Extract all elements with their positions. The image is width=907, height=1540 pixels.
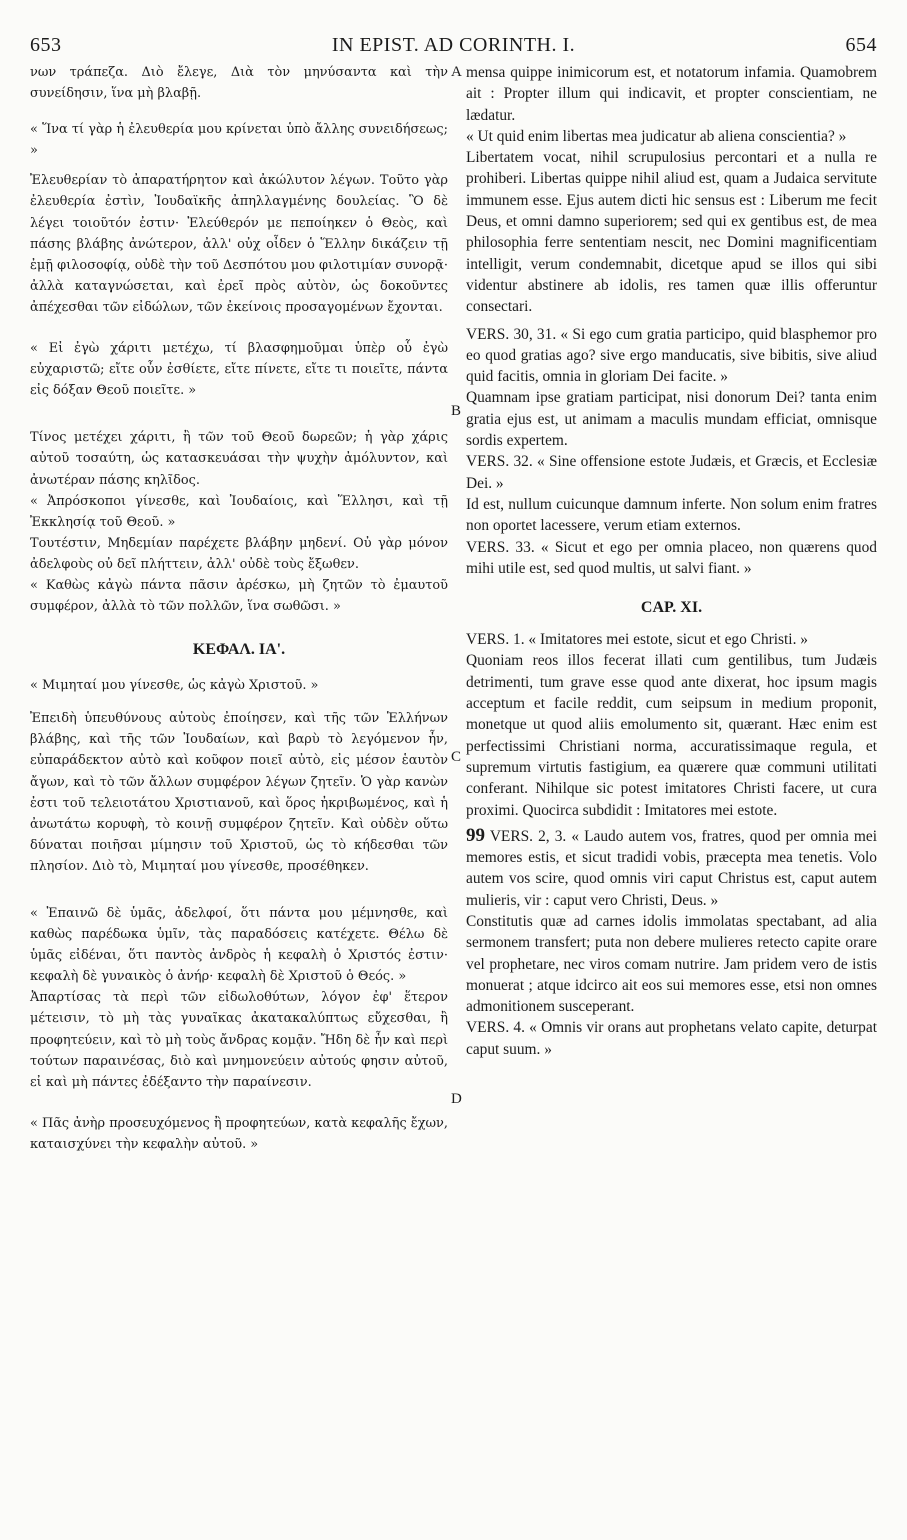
greek-quote: « Μιμηταί μου γίνεσθε, ὡς κἀγὼ Χριστοῦ. » bbox=[30, 678, 319, 694]
latin-verse: VERS. 32. « Sine offensione estote Judæis, et Græcis, et Ecclesiæ Dei. » bbox=[466, 453, 877, 492]
greek-quote: « Πᾶς ἀνὴρ προσευχόμενος ἢ προφητεύων, κατὰ κεφαλῆς ἔχων, καταισχύνει τὴν κεφαλὴν αὐτοῦ. » bbox=[30, 1115, 448, 1152]
running-title: IN EPIST. AD CORINTH. I. bbox=[331, 34, 576, 56]
greek-quote: « Ἀπρόσκοποι γίνεσθε, καὶ Ἰουδαίοις, καὶ Ἕλλησι, καὶ τῇ Ἐκκλησίᾳ τοῦ Θεοῦ. » bbox=[30, 493, 448, 530]
greek-column bbox=[30, 62, 448, 1155]
greek-quote: « Εἰ ἐγὼ χάριτι μετέχω, τί βλασφημοῦμαι ὑπὲρ οὗ ἐγὼ εὐχαριστῶ; εἴτε οὖν ἐσθίετε, εἴτε πίνετε, εἴτε τι ποιεῖτε, πάντα εἰς δόξαν Θεοῦ ποιεῖτε. » bbox=[30, 341, 448, 399]
column-number: 99 bbox=[466, 824, 485, 846]
latin-chapter-heading: CAP. XI. bbox=[640, 599, 703, 617]
latin-paragraph: Quoniam reos illos fecerat illati cum gentilibus, tum Judæis detrimenti, tum grave esse quod ante dixerat, hoc ipsum magis acceptum et facile reddit, cum seipsum in medium proponit, monetque ut quod aliis emolumento sit, quærant. Hæc enim est perfectissimi Christiani norma, accuratissimaque regula, et supremum virtutis fastigium, ea quærere quæ communi utilitati conferant. Nihilque sic potest imitatores Christi facere, ut cura proximi. Quocirca subdidit : Imitatores mei estote. bbox=[466, 652, 877, 819]
latin-paragraph: Constitutis quæ ad carnes idolis immolatas spectabant, ad alia sermonem transfert; puta non debere mulieres retecto capite orare vel prophetare, nec viros comam nutrire. Jam pridem vero de istis monuerat ; atque idcirco ait eos sui memores esse, etsi non omnes admonitionem susceperant. bbox=[466, 912, 877, 1016]
greek-paragraph: Ἐλευθερίαν τὸ ἀπαρατήρητον καὶ ἀκώλυτον λέγων. Τοῦτο γὰρ ἐλευθερία ἐστὶν, Ἰουδαϊκῆς ἀπηλλαγμένης δουλείας. Ὃ δὲ λέγει τοιοῦτόν ἐστιν· Ἐλεύθερόν με πεποίηκεν ὁ Θεὸς, καὶ πάσης βλάβης ἀνώτερον, ἀλλ' οὐχ οἶδεν ὁ Ἕλλην δικάζειν τῇ ἐμῇ φιλοσοφίᾳ, οὐδὲ τὴν τοῦ Δεσπότου μου φιλοτιμίαν συνορᾷ· ἀλλὰ καταγνώσεται, καὶ ἐρεῖ πρὸς αὐτὸν, ὡς δοκοῦντες ἀπέχεσθαι τῶν εἰδώλων, τῶν ἐκείνοις προσαγομένων ἔχονται. bbox=[30, 173, 448, 315]
latin-verse: VERS. 1. « Imitatores mei estote, sicut et ego Christi. » bbox=[466, 631, 808, 649]
margin-marker-a: A bbox=[451, 64, 462, 80]
latin-paragraph: Quamnam ipse gratiam participat, nisi donorum Dei? tanta enim gratia ejus est, ut animam a maculis mundam efficiat, omnisque sordis expertem. bbox=[466, 389, 877, 450]
running-header bbox=[30, 34, 877, 62]
page-number-right: 654 bbox=[845, 34, 877, 56]
greek-paragraph: Ἐπειδὴ ὑπευθύνους αὐτοὺς ἐποίησεν, καὶ τῆς τῶν Ἑλλήνων βλάβης, καὶ τῆς τῶν Ἰουδαίων, καὶ βαρὺ τὸ λεγόμενον ἦν, εὐπαράδεκτον αὐτὸ καὶ κοῦφον ποιεῖ αὐτὸ, εἰς μέσον ἑαυτὸν ἄγων, καὶ τὸ τῶν ἄλλων συμφέρον λέγων ζητεῖν. Ὁ γὰρ κανὼν ἐστι τοῦ τελειοτάτου Χριστιανοῦ, καὶ ὅρος ἠκριβωμένος, καὶ ἡ ἀνωτάτω κορυφὴ, τὸ κοινῇ συμφέρον ζητεῖν. Καὶ οὐδὲν οὕτω δύναται ποιῆσαι μίμησιν τοῦ Χριστοῦ, ὡς τὸ κήδεσθαι τῶν πλησίον. Διὸ τὸ, Μιμηταί μου γίνεσθε, προσέθηκεν. bbox=[30, 711, 448, 874]
margin-marker-c: C bbox=[451, 749, 462, 765]
latin-quote: « Ut quid enim libertas mea judicatur ab aliena conscientia? » bbox=[466, 127, 847, 145]
latin-verse bbox=[466, 825, 877, 911]
greek-paragraph: Τίνος μετέχει χάριτι, ἢ τῶν τοῦ Θεοῦ δωρεῶν; ἡ γὰρ χάρις αὐτοῦ τοσαύτη, ὡς κατασκευάσαι τὴν ψυχὴν ἀμόλυντον, καὶ ἀνωτέραν πάσης κηλῖδος. bbox=[30, 430, 448, 488]
greek-paragraph: Τουτέστιν, Μηδεμίαν παρέχετε βλάβην μηδενί. Οὐ γὰρ μόνον ἀδελφοὺς οὐ δεῖ πλήττειν, ἀλλ' οὐδὲ τοὺς ἔξωθεν. bbox=[30, 535, 448, 572]
margin-marker-b: B bbox=[451, 403, 462, 419]
greek-quote: « Ἐπαινῶ δὲ ὑμᾶς, ἀδελφοί, ὅτι πάντα μου μέμνησθε, καὶ καθὼς παρέδωκα ὑμῖν, τὰς παραδόσεις κατέχετε. Θέλω δὲ ὑμᾶς εἰδέναι, ὅτι παντὸς ἀνδρὸς ἡ κεφαλὴ ὁ Χριστός ἐστιν· κεφαλὴ δὲ γυναικὸς ὁ ἀνήρ· κεφαλὴ δὲ Χριστοῦ ὁ Θεός. » bbox=[30, 906, 448, 985]
greek-paragraph: Ἀπαρτίσας τὰ περὶ τῶν εἰδωλοθύτων, λόγον ἐφ' ἕτερον μέτεισιν, τὸ μὴ τὰς γυναῖκας ἀκατακαλύπτως εὔχεσθαι, ἢ προφητεύειν, καὶ τὸ μὴ τοὺς ἄνδρας κομᾷν. Ἤδη δὲ ἦν καὶ περὶ τούτων παραινέσας, διὸ καὶ μνημονεύειν αὐτούς φησιν αὐτοῦ, εἰ καὶ μὴ πάντες ἐδέξαντο τὴν παραίνεσιν. bbox=[30, 990, 448, 1090]
latin-paragraph: Libertatem vocat, nihil scrupulosius percontari et a nulla re prohiberi. Libertas quippe nihil aliud est, quam a Judaica servitute immunem esse. Ejus autem dicti hic sensus est : Liberum me fecit Deus, et omni damno superiorem; sed qui ex gentibus est, de mea philosophia ferre sententiam nescit, nec Domini magnificentiam intelligit, verum condemnabit, dicetque apud se illos qui sibi videntur abstinere ab idolis, res tamen quæ illis offeruntur consectari. bbox=[466, 149, 877, 316]
latin-verse: VERS. 4. « Omnis vir orans aut prophetans velato capite, deturpat caput suum. » bbox=[466, 1019, 877, 1058]
latin-paragraph: mensa quippe inimicorum est, et notatorum infamia. Quamobrem ait : Propter illum qui indicavit, et propter conscientiam, ne lædatur. bbox=[466, 64, 877, 124]
latin-verse-text: VERS. 2, 3. « Laudo autem vos, fratres, quod per omnia mei memores estis, et sicut tradidi vobis, præcepta mea tenetis. Volo autem vos scire, quod omnis viri caput Christus est, caput autem mulieris, vir : caput vero Christi, Deus. » bbox=[466, 827, 877, 909]
page-number-left: 653 bbox=[30, 34, 62, 56]
latin-column bbox=[466, 62, 877, 1060]
latin-paragraph: Id est, nullum cuicunque damnum inferte. Non solum enim fratres non oportet lacessere, verum etiam externos. bbox=[466, 495, 877, 535]
latin-verse: VERS. 30, 31. « Si ego cum gratia participo, quid blasphemor pro eo quod gratias ago? sive ergo manducatis, sive bibitis, sive aliud quid facitis, omnia in gloriam Dei facite. » bbox=[466, 325, 877, 386]
greek-paragraph: νων τράπεζα. Διὸ ἔλεγε, Διὰ τὸν μηνύσαντα καὶ τὴν συνείδησιν, ἵνα μὴ βλαβῇ. bbox=[30, 65, 448, 102]
greek-quote: « Καθὼς κἀγὼ πάντα πᾶσιν ἀρέσκω, μὴ ζητῶν τὸ ἐμαυτοῦ συμφέρον, ἀλλὰ τὸ τῶν πολλῶν, ἵνα σωθῶσι. » bbox=[30, 577, 448, 615]
margin-marker-d: D bbox=[451, 1091, 462, 1107]
latin-verse: VERS. 33. « Sicut et ego per omnia placeo, non quærens quod mihi utile est, sed quod multis, ut salvi fiant. » bbox=[466, 538, 877, 577]
greek-quote: « Ἵνα τί γὰρ ἡ ἐλευθερία μου κρίνεται ὑπὸ ἄλλης συνειδήσεως; » bbox=[30, 122, 448, 159]
greek-chapter-heading: ΚΕΦΑΛ. ΙΑ'. bbox=[192, 641, 286, 659]
